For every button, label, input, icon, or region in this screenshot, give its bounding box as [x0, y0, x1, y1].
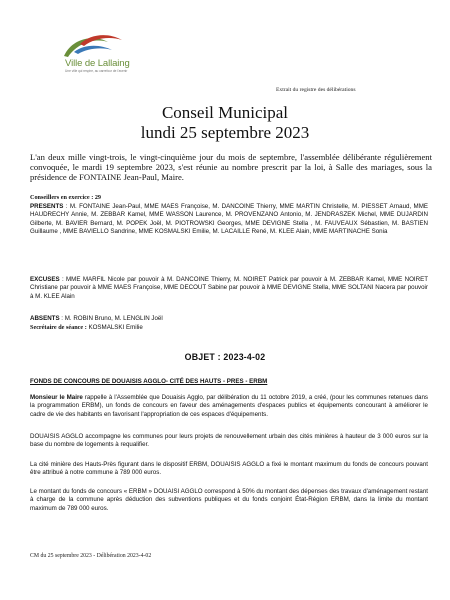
objet-heading: OBJET : 2023-4-02 [184, 352, 266, 362]
extract-label: Extrait du registre des délibérations [276, 87, 356, 93]
logo-tagline: Une ville qui respire, au carrefour de l'avenir [65, 69, 128, 73]
paragraph-4: Le montant du fonds de concours « ERBM » DOUAISI AGGLO correspond à 50% du montant des dépenses des travaux d'aménagement restant à charge de la commune après déduction des subventions publiques et du fonds conjoint État-Région ERBM, dans la limite du montant maximum de 789 000 euros. [30, 488, 428, 512]
intro-paragraph: L'an deux mille vingt-trois, le vingt-cinquième jour du mois de septembre, l'assemblée délibérante régulièrement convoquée, le mardi 19 septembre 2023, s'est réunie au nombre prescrit par la loi, à Salle des mariages, sous la présidence de FONTAINE Jean-Paul, Maire. [30, 152, 432, 182]
paragraph-1-lead: Monsieur le Maire [30, 394, 83, 401]
document-date: lundi 25 septembre 2023 [140, 123, 310, 142]
excuses-text: : MME MARFIL Nicole par pouvoir à M. DANCOINE Thierry, M. NOIRET Patrick par pouvoir à M. ZEBBAR Kamel, MME NOIRET Christiane par pouvoir à MME MAES Françoise, MME DECOUT Sabine par pouvoir à MME DEVIGNE Stella, MME SOLTANI Nacera par pouvoir à M. KLEE Alain [30, 276, 428, 300]
secretaire-section [30, 324, 428, 332]
document-title: Conseil Municipal [161, 103, 289, 122]
excuses-label: EXCUSES [30, 276, 60, 283]
city-logo [50, 30, 130, 76]
paragraph-1-text: rappelle à l'Assemblée que Douaisis Agglo, par délibération du 11 octobre 2019, a créé, (pour les communes retenues dans la programmation ERBM), un fonds de concours en faveur des aménagements d'espaces publics et équipements concourant à améliorer le cadre de vie des habitants en favorisant l'appropriation de ces espaces d'équipements. [30, 394, 428, 418]
logo-swoosh-icon [50, 30, 130, 60]
absents-section [30, 315, 428, 323]
page-footer: CM du 25 septembre 2023 - Délibération 2023-4-02 [30, 553, 152, 559]
paragraph-3: La cité minière des Hauts-Près figurant dans le dispositif ERBM, DOUAISIS AGGLO a fixé le montant maximum du fonds de concours pouvant être attribué à notre commune à 789 000 euros. [30, 461, 428, 477]
presents-label: PRESENTS [30, 203, 64, 210]
conseillers-label: Conseillers en exercice : 29 [30, 194, 102, 201]
secretaire-text: KOSMALSKI Emilie [86, 324, 143, 331]
presents-section [30, 203, 428, 236]
absents-label: ABSENTS [30, 315, 60, 322]
conseillers-count [30, 194, 428, 202]
excuses-section [30, 276, 428, 301]
paragraph-2: DOUAISIS AGGLO accompagne les communes pour leurs projets de renouvellement urbain des cités minières à hauteur de 3 000 euros sur la base du nombre de logements à requalifier. [30, 433, 428, 449]
absents-text: : M. ROBIN Bruno, M. LENGLIN Joël [59, 315, 163, 322]
paragraph-1 [30, 394, 428, 419]
presents-text: : M. FONTAINE Jean-Paul, MME MAES Françoise, M. DANCOINE Thierry, MME MARTIN Christelle, M. PIESSET Arnaud, MME HAUDRECHY Annie, M. ZEBBAR Kamel, MME WASSON Laurence, M. PROVENZANO Antonio, M. JENDRASZEK Michel, MME DUJARDIN Gilberte, M. BAVIER Bernard, M. POPEK Joël, M. PIOTROWSKI Georges, MME DEVIGNE Stella , M. FAUVEAUX Sébastien, M. BASTIEN Guillaume , MME BAVIELLO Sandrine, MME KOSMALSKI Emilie, M. LACAILLE René, M. KLEE Alain, MME MARTINACHE Sonia [30, 203, 428, 235]
subject-heading [30, 378, 428, 386]
subject-heading-text: FONDS DE CONCOURS DE DOUAISIS AGGLO- CITÉ DES HAUTS - PRES - ERBM [30, 378, 268, 385]
secretaire-label: Secrétaire de séance : [30, 324, 87, 331]
logo-name: Ville de Lallaing [65, 58, 130, 69]
